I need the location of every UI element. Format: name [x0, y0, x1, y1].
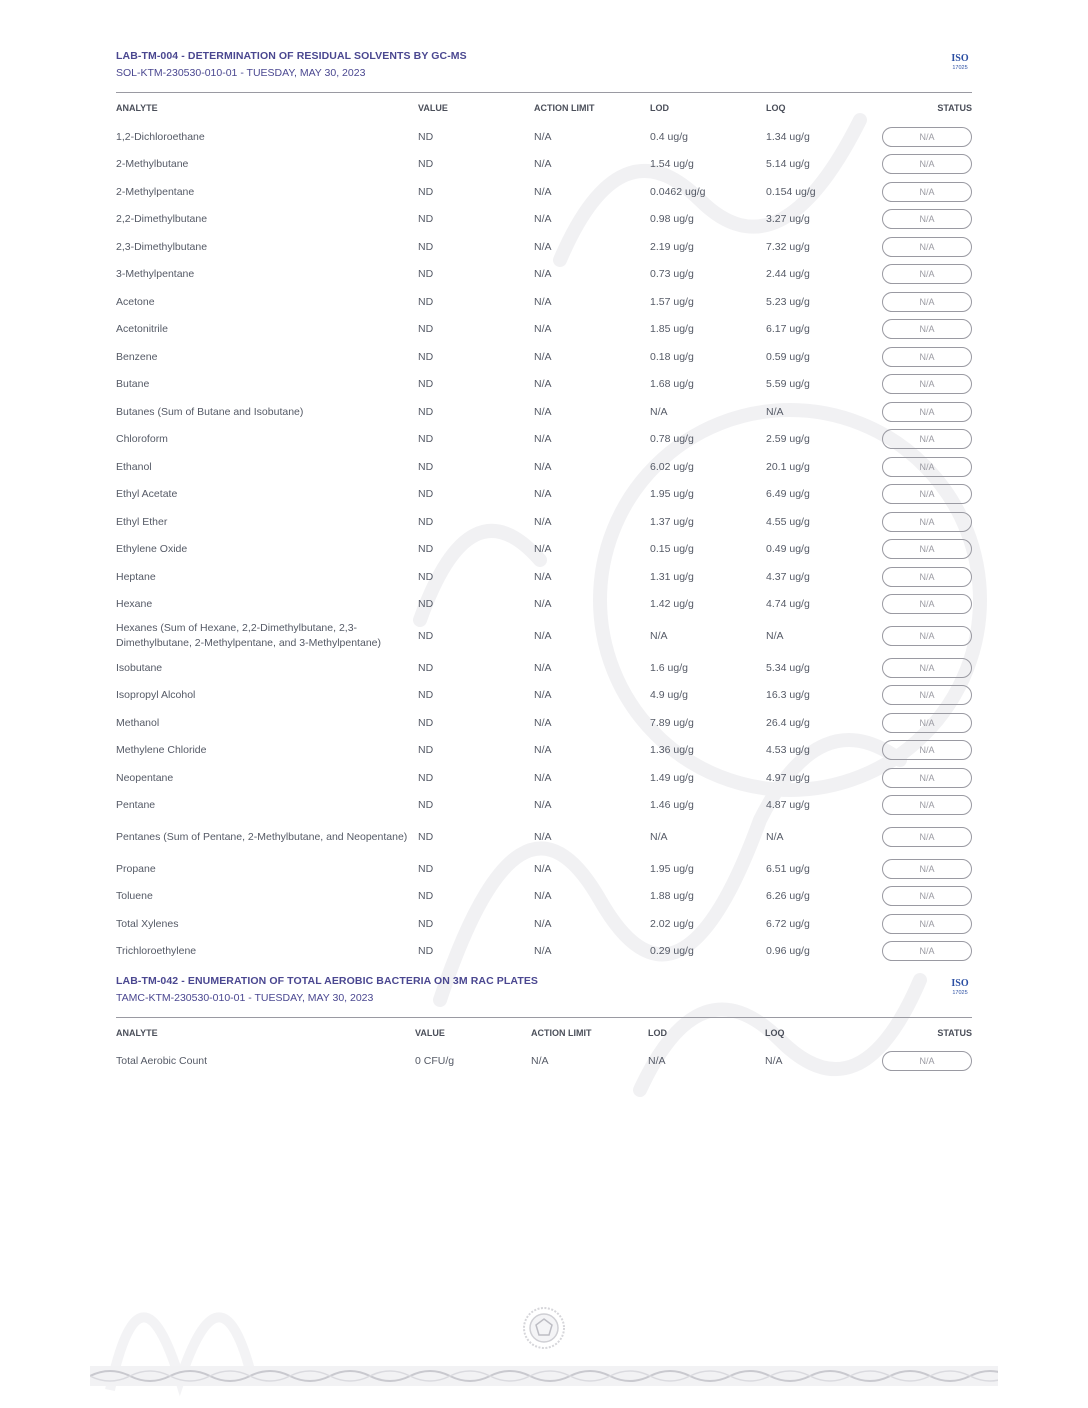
table-row — [116, 316, 972, 344]
value-cell: ND — [418, 158, 434, 171]
analyte-cell: Ethanol — [116, 460, 152, 473]
loq-cell: 5.59 ug/g — [766, 378, 810, 391]
lod-cell: 1.88 ug/g — [650, 890, 694, 903]
lab-seal-icon — [522, 1306, 566, 1350]
status-badge: N/A — [882, 237, 972, 257]
col-action-limit: ACTION LIMIT — [531, 1028, 592, 1038]
residual-solvents-section — [116, 50, 972, 970]
analyte-cell: Ethylene Oxide — [116, 543, 188, 556]
table-row — [116, 261, 972, 289]
table-row — [116, 764, 972, 792]
table-row — [116, 288, 972, 316]
loq-cell: 1.34 ug/g — [766, 130, 810, 143]
value-cell: ND — [418, 433, 434, 446]
loq-cell: 7.32 ug/g — [766, 240, 810, 253]
col-loq: LOQ — [766, 103, 786, 113]
value-cell: 0 CFU/g — [415, 1054, 455, 1067]
col-status: STATUS — [937, 103, 972, 113]
value-cell: ND — [418, 460, 434, 473]
action-limit-cell: N/A — [534, 433, 552, 446]
status-badge: N/A — [882, 626, 972, 646]
action-limit-cell: N/A — [534, 378, 552, 391]
action-limit-cell: N/A — [534, 570, 552, 583]
table-row — [116, 343, 972, 371]
lod-cell: N/A — [648, 1054, 666, 1067]
loq-cell: N/A — [766, 831, 784, 843]
loq-cell: 4.53 ug/g — [766, 744, 810, 757]
analyte-cell: Propane — [116, 862, 156, 875]
action-limit-cell: N/A — [531, 1054, 549, 1067]
status-badge: N/A — [882, 127, 972, 147]
action-limit-cell: N/A — [534, 890, 552, 903]
section-subtitle: TAMC-KTM-230530-010-01 - TUESDAY, MAY 30, 2023 — [116, 992, 374, 1004]
value-cell: ND — [418, 185, 434, 198]
value-cell: ND — [418, 213, 434, 226]
loq-cell: 4.87 ug/g — [766, 799, 810, 812]
status-badge: N/A — [882, 209, 972, 229]
table-row — [116, 398, 972, 426]
value-cell: ND — [418, 405, 434, 418]
table-row — [116, 682, 972, 710]
loq-cell: N/A — [765, 1054, 783, 1067]
analyte-cell: Chloroform — [116, 433, 168, 446]
status-badge: N/A — [882, 292, 972, 312]
loq-cell: 6.72 ug/g — [766, 917, 810, 930]
status-badge: N/A — [882, 594, 972, 614]
table-row — [116, 938, 972, 966]
status-badge: N/A — [882, 484, 972, 504]
loq-cell: N/A — [766, 405, 784, 418]
loq-cell: 5.14 ug/g — [766, 158, 810, 171]
loq-cell: 5.34 ug/g — [766, 661, 810, 674]
lod-cell: 1.31 ug/g — [650, 570, 694, 583]
status-badge: N/A — [882, 429, 972, 449]
lod-cell: 1.6 ug/g — [650, 661, 688, 674]
lod-cell: 7.89 ug/g — [650, 716, 694, 729]
table-row — [116, 371, 972, 399]
action-limit-cell: N/A — [534, 158, 552, 171]
action-limit-cell: N/A — [534, 350, 552, 363]
action-limit-cell: N/A — [534, 295, 552, 308]
action-limit-cell: N/A — [534, 240, 552, 253]
table-row — [116, 709, 972, 737]
table-row — [116, 591, 972, 619]
loq-cell: 26.4 ug/g — [766, 716, 810, 729]
table-row — [116, 737, 972, 765]
action-limit-cell: N/A — [534, 185, 552, 198]
decorative-footer-band — [90, 1366, 998, 1386]
analyte-cell: Isopropyl Alcohol — [116, 689, 196, 702]
action-limit-cell: N/A — [534, 862, 552, 875]
value-cell: ND — [418, 515, 434, 528]
table-row — [116, 910, 972, 938]
lod-cell: 1.49 ug/g — [650, 771, 694, 784]
loq-cell: 6.26 ug/g — [766, 890, 810, 903]
lod-cell: N/A — [650, 831, 668, 843]
analyte-cell: 2,3-Dimethylbutane — [116, 240, 208, 253]
value-cell: ND — [418, 799, 434, 812]
analyte-cell: Ethyl Ether — [116, 515, 168, 528]
loq-cell: 2.59 ug/g — [766, 433, 810, 446]
status-badge: N/A — [882, 1051, 972, 1071]
loq-cell: 6.49 ug/g — [766, 488, 810, 501]
action-limit-cell: N/A — [534, 917, 552, 930]
status-badge: N/A — [882, 740, 972, 760]
value-cell: ND — [418, 268, 434, 281]
status-badge: N/A — [882, 886, 972, 906]
status-badge: N/A — [882, 457, 972, 477]
loq-cell: N/A — [766, 630, 784, 642]
value-cell: ND — [418, 862, 434, 875]
analyte-cell: Butane — [116, 378, 150, 391]
value-cell: ND — [418, 744, 434, 757]
lod-cell: 1.46 ug/g — [650, 799, 694, 812]
section-subtitle: SOL-KTM-230530-010-01 - TUESDAY, MAY 30, 2023 — [116, 67, 366, 79]
loq-cell: 4.97 ug/g — [766, 771, 810, 784]
analyte-cell: Ethyl Acetate — [116, 488, 178, 501]
table-row — [116, 123, 972, 151]
lod-cell: N/A — [650, 630, 668, 642]
lod-cell: 0.18 ug/g — [650, 350, 694, 363]
col-analyte: ANALYTE — [116, 1028, 158, 1038]
header-divider — [116, 1017, 972, 1018]
value-cell: ND — [418, 716, 434, 729]
analyte-cell: Methanol — [116, 716, 160, 729]
status-badge: N/A — [882, 795, 972, 815]
action-limit-cell: N/A — [534, 689, 552, 702]
loq-cell: 3.27 ug/g — [766, 213, 810, 226]
analyte-cell: Methylene Chloride — [116, 744, 207, 757]
lod-cell: 1.57 ug/g — [650, 295, 694, 308]
action-limit-cell: N/A — [534, 945, 552, 958]
value-cell: ND — [418, 240, 434, 253]
analyte-cell: 1,2-Dichloroethane — [116, 130, 205, 143]
status-badge: N/A — [882, 402, 972, 422]
status-badge: N/A — [882, 567, 972, 587]
status-badge: N/A — [882, 914, 972, 934]
iso-17025-badge-icon: ISO 17025 — [951, 978, 969, 996]
table-row — [116, 855, 972, 883]
lod-cell: 1.36 ug/g — [650, 744, 694, 757]
table-row — [116, 618, 972, 654]
lod-cell: 1.68 ug/g — [650, 378, 694, 391]
iso-17025-badge-icon: ISO 17025 — [951, 53, 969, 71]
value-cell: ND — [418, 323, 434, 336]
lod-cell: 0.4 ug/g — [650, 130, 688, 143]
aerobic-bacteria-section — [116, 975, 972, 1085]
value-cell: ND — [418, 917, 434, 930]
value-cell: ND — [418, 350, 434, 363]
value-cell: ND — [418, 689, 434, 702]
action-limit-cell: N/A — [534, 488, 552, 501]
action-limit-cell: N/A — [534, 268, 552, 281]
analyte-cell: Hexane — [116, 598, 153, 611]
table-row — [116, 178, 972, 206]
lod-cell: N/A — [650, 405, 668, 418]
loq-cell: 6.17 ug/g — [766, 323, 810, 336]
analyte-cell: Trichloroethylene — [116, 945, 197, 958]
table-row — [116, 481, 972, 509]
action-limit-cell: N/A — [534, 543, 552, 556]
col-value: VALUE — [415, 1028, 445, 1038]
analyte-cell: 3-Methylpentane — [116, 268, 195, 281]
lod-cell: 1.54 ug/g — [650, 158, 694, 171]
lod-cell: 0.29 ug/g — [650, 945, 694, 958]
analyte-cell: Benzene — [116, 350, 158, 363]
action-limit-cell: N/A — [534, 716, 552, 729]
lod-cell: 0.78 ug/g — [650, 433, 694, 446]
lod-cell: 0.98 ug/g — [650, 213, 694, 226]
lod-cell: 0.0462 ug/g — [650, 185, 706, 198]
table-row — [116, 654, 972, 682]
lod-cell: 2.19 ug/g — [650, 240, 694, 253]
header-divider — [116, 92, 972, 93]
analyte-cell: Acetonitrile — [116, 323, 168, 336]
table-row — [116, 1047, 972, 1074]
status-badge: N/A — [882, 658, 972, 678]
action-limit-cell: N/A — [534, 598, 552, 611]
lod-cell: 0.15 ug/g — [650, 543, 694, 556]
analyte-cell: Toluene — [116, 890, 153, 903]
value-cell: ND — [418, 890, 434, 903]
status-badge: N/A — [882, 264, 972, 284]
loq-cell: 5.23 ug/g — [766, 295, 810, 308]
table-row — [116, 151, 972, 179]
table-row — [116, 563, 972, 591]
action-limit-cell: N/A — [534, 515, 552, 528]
column-headers — [116, 1028, 972, 1042]
col-loq: LOQ — [765, 1028, 785, 1038]
loq-cell: 0.96 ug/g — [766, 945, 810, 958]
analyte-cell: Isobutane — [116, 661, 163, 674]
value-cell: ND — [418, 831, 434, 843]
status-badge: N/A — [882, 941, 972, 961]
value-cell: ND — [418, 945, 434, 958]
status-badge: N/A — [882, 539, 972, 559]
lod-cell: 1.42 ug/g — [650, 598, 694, 611]
column-headers — [116, 103, 972, 117]
action-limit-cell: N/A — [534, 831, 552, 843]
lod-cell: 6.02 ug/g — [650, 460, 694, 473]
table-row — [116, 233, 972, 261]
action-limit-cell: N/A — [534, 405, 552, 418]
analyte-cell: Neopentane — [116, 771, 174, 784]
analyte-cell: Pentane — [116, 799, 156, 812]
table-row — [116, 883, 972, 911]
loq-cell: 16.3 ug/g — [766, 689, 810, 702]
value-cell: ND — [418, 661, 434, 674]
col-lod: LOD — [648, 1028, 667, 1038]
value-cell: ND — [418, 771, 434, 784]
action-limit-cell: N/A — [534, 661, 552, 674]
lod-cell: 1.85 ug/g — [650, 323, 694, 336]
col-analyte: ANALYTE — [116, 103, 158, 113]
value-cell: ND — [418, 543, 434, 556]
status-badge: N/A — [882, 182, 972, 202]
value-cell: ND — [418, 130, 434, 143]
loq-cell: 2.44 ug/g — [766, 268, 810, 281]
status-badge: N/A — [882, 859, 972, 879]
lod-cell: 2.02 ug/g — [650, 917, 694, 930]
action-limit-cell: N/A — [534, 744, 552, 757]
value-cell: ND — [418, 295, 434, 308]
status-badge: N/A — [882, 319, 972, 339]
value-cell: ND — [418, 598, 434, 611]
lod-cell: 1.95 ug/g — [650, 488, 694, 501]
analyte-cell: Hexanes (Sum of Hexane, 2,2-Dimethylbutane, 2,3-Dimethylbutane, 2-Methylpentane, and 3-Methylpentane) — [116, 622, 381, 649]
loq-cell: 4.55 ug/g — [766, 515, 810, 528]
status-badge: N/A — [882, 685, 972, 705]
analyte-cell: Acetone — [116, 295, 155, 308]
value-cell: ND — [418, 570, 434, 583]
analyte-cell: 2,2-Dimethylbutane — [116, 213, 208, 226]
action-limit-cell: N/A — [534, 213, 552, 226]
status-badge: N/A — [882, 154, 972, 174]
loq-cell: 4.37 ug/g — [766, 570, 810, 583]
action-limit-cell: N/A — [534, 771, 552, 784]
loq-cell: 0.154 ug/g — [766, 185, 816, 198]
status-badge: N/A — [882, 374, 972, 394]
status-badge: N/A — [882, 347, 972, 367]
action-limit-cell: N/A — [534, 799, 552, 812]
loq-cell: 4.74 ug/g — [766, 598, 810, 611]
table-row — [116, 426, 972, 454]
table-row — [116, 819, 972, 855]
table-row — [116, 508, 972, 536]
loq-cell: 6.51 ug/g — [766, 862, 810, 875]
lod-cell: 1.95 ug/g — [650, 862, 694, 875]
loq-cell: 0.49 ug/g — [766, 543, 810, 556]
lod-cell: 4.9 ug/g — [650, 689, 688, 702]
action-limit-cell: N/A — [534, 460, 552, 473]
table-row — [116, 453, 972, 481]
analyte-cell: Butanes (Sum of Butane and Isobutane) — [116, 405, 304, 418]
lod-cell: 0.73 ug/g — [650, 268, 694, 281]
action-limit-cell: N/A — [534, 323, 552, 336]
status-badge: N/A — [882, 713, 972, 733]
value-cell: ND — [418, 488, 434, 501]
lod-cell: 1.37 ug/g — [650, 515, 694, 528]
analyte-cell: 2-Methylpentane — [116, 185, 195, 198]
col-status: STATUS — [937, 1028, 972, 1038]
table-row — [116, 536, 972, 564]
col-value: VALUE — [418, 103, 448, 113]
section-title: LAB-TM-042 - ENUMERATION OF TOTAL AEROBIC BACTERIA ON 3M RAC PLATES — [116, 975, 539, 987]
table-row — [116, 792, 972, 820]
col-action-limit: ACTION LIMIT — [534, 103, 595, 113]
section-title: LAB-TM-004 - DETERMINATION OF RESIDUAL SOLVENTS BY GC-MS — [116, 50, 467, 62]
col-lod: LOD — [650, 103, 669, 113]
status-badge: N/A — [882, 768, 972, 788]
value-cell: ND — [418, 378, 434, 391]
action-limit-cell: N/A — [534, 630, 552, 642]
status-badge: N/A — [882, 827, 972, 847]
loq-cell: 0.59 ug/g — [766, 350, 810, 363]
analyte-cell: 2-Methylbutane — [116, 158, 189, 171]
value-cell: ND — [418, 630, 434, 642]
action-limit-cell: N/A — [534, 130, 552, 143]
analyte-cell: Total Xylenes — [116, 917, 179, 930]
status-badge: N/A — [882, 512, 972, 532]
loq-cell: 20.1 ug/g — [766, 460, 810, 473]
analyte-cell: Heptane — [116, 570, 156, 583]
analyte-cell: Total Aerobic Count — [116, 1054, 208, 1067]
table-row — [116, 206, 972, 234]
analyte-cell: Pentanes (Sum of Pentane, 2-Methylbutane, and Neopentane) — [116, 831, 408, 843]
